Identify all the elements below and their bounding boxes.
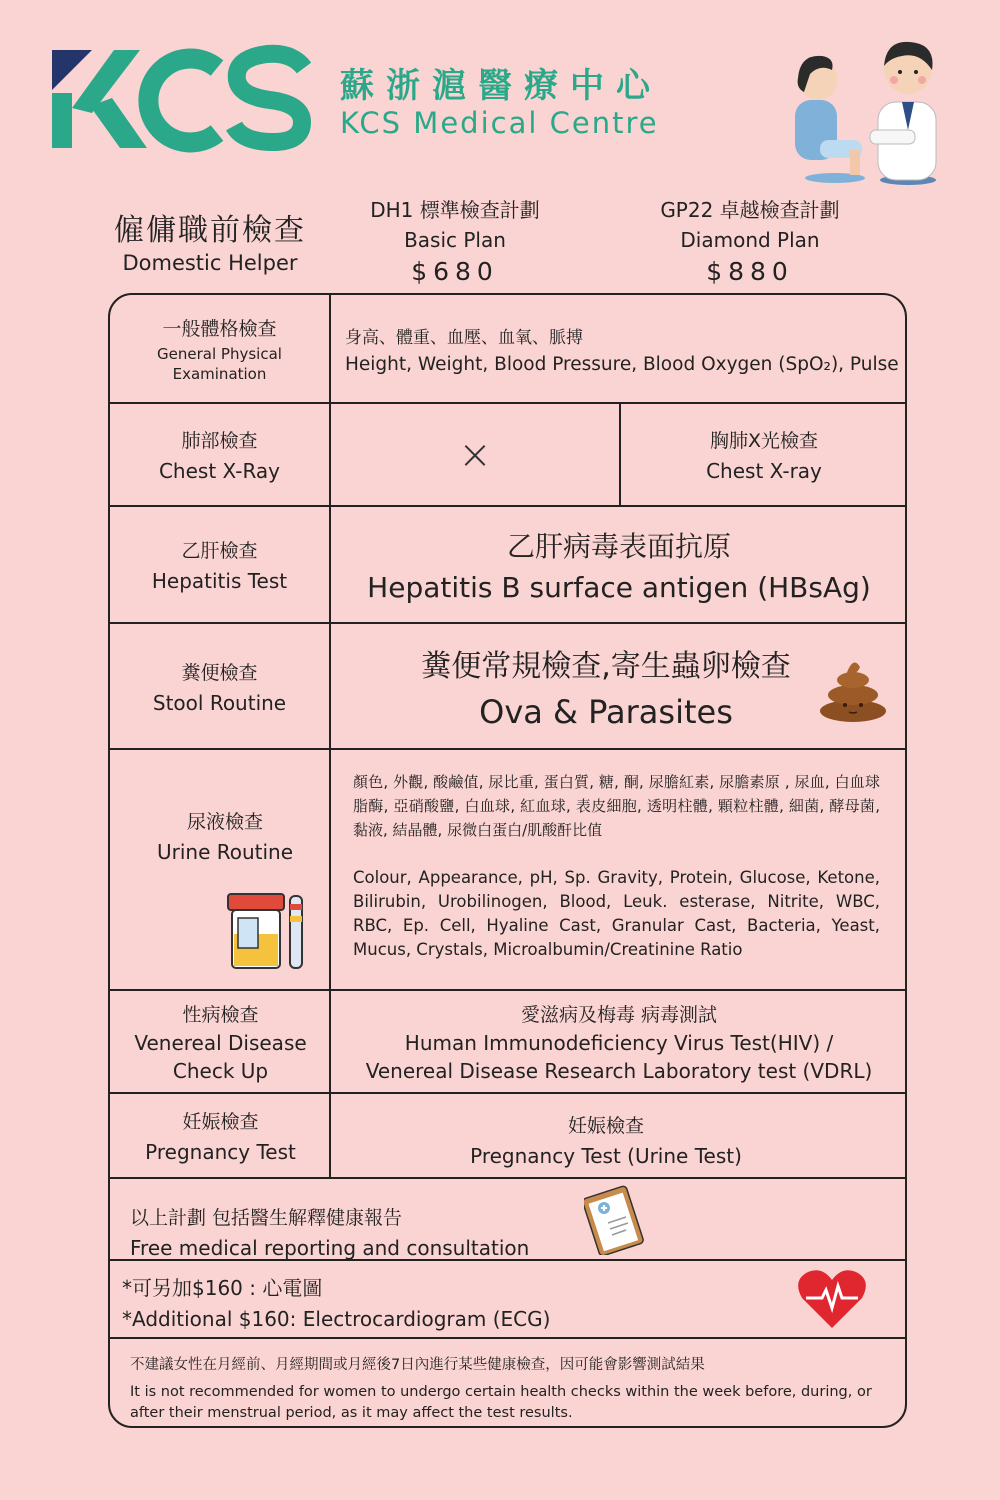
general-exam-detail-en: Height, Weight, Blood Pressure, Blood Oxygen (SpO₂), Pulse <box>345 353 899 375</box>
venereal-detail-en-2: Venereal Disease Research Laboratory test (VDRL) <box>365 1059 873 1083</box>
pregnancy-label-cn: 妊娠檢查 <box>182 1111 259 1133</box>
report-note-cn: 以上計劃 包括醫生解釋健康報告 <box>130 1207 403 1229</box>
urine-sample-icon <box>222 890 308 976</box>
basic-plan-code: DH1 標準檢查計劃 <box>370 198 540 222</box>
doctor-patient-icon <box>790 30 950 194</box>
warning-en: It is not recommended for women to undergo certain health checks within the week before, during, or after their menstrual period, as it may affect the test results. <box>130 1384 872 1421</box>
pregnancy-label-en: Pregnancy Test <box>145 1140 296 1164</box>
stool-label <box>110 624 329 748</box>
ecg-note-cn: *可另加$160 : 心電圖 <box>122 1276 323 1300</box>
pregnancy-label <box>110 1094 331 1177</box>
general-exam-detail-cn: 身高、體重、血壓、血氧、脈搏 <box>345 327 583 348</box>
venereal-detail <box>331 991 907 1092</box>
diamond-plan-name: Diamond Plan <box>680 228 820 252</box>
urine-label <box>110 790 340 880</box>
urine-label-en: Urine Routine <box>156 839 294 864</box>
hepatitis-label-en: Hepatitis Test <box>151 569 288 593</box>
row-divider <box>108 748 907 750</box>
diamond-plan-code: GP22 卓越檢查計劃 <box>660 198 840 222</box>
venereal-label-en-2: Check Up <box>172 1059 269 1083</box>
clipboard-icon <box>584 1183 646 1259</box>
venereal-label <box>110 991 331 1092</box>
chest-xray-label <box>110 404 329 505</box>
general-exam-label-en-2: Examination <box>172 365 267 383</box>
hepatitis-detail-en: Hepatitis B surface antigen (HBsAg) <box>367 571 871 604</box>
pregnancy-detail <box>331 1094 881 1184</box>
diamond-plan-price: $880 <box>706 257 794 286</box>
report-note <box>130 1203 529 1260</box>
ecg-note <box>122 1272 550 1331</box>
hepatitis-label-cn: 乙肝檢查 <box>181 540 258 562</box>
stool-detail-en: Ova & Parasites <box>479 693 733 731</box>
hepatitis-detail <box>331 507 907 622</box>
chest-xray-label-en: Chest X-Ray <box>158 459 281 483</box>
urine-detail-cn: 顏色, 外觀, 酸鹼值, 尿比重, 蛋白質, 糖, 酮, 尿膽紅素, 尿膽素原 , 尿血, 白血球脂酶, 亞硝酸鹽, 白血球, 紅血球, 表皮細胞, 透明柱體, 顆粒柱體, 細菌, 酵母菌, 黏液, 結晶體, 尿微白蛋白/肌酸酐比值 <box>353 773 880 839</box>
general-exam-label-en: General Physical <box>157 345 282 363</box>
kcs-logo <box>52 38 317 157</box>
venereal-label-cn: 性病檢查 <box>182 1004 259 1026</box>
basic-plan-name: Basic Plan <box>404 228 506 252</box>
row-divider <box>108 1337 907 1339</box>
venereal-detail-en: Human Immunodeficiency Virus Test(HIV) / <box>404 1031 834 1055</box>
chest-xray-diamond <box>621 404 907 505</box>
urine-detail-en: Colour, Appearance, pH, Sp. Gravity, Protein, Glucose, Ketone, Bilirubin, Urobilinogen, Blood, Leuk. esterase, Nitrite, WBC, RBC, Ep. Cell, Hyaline Cast, Granular Cast, Bacteria, Yeast, Mucus, Crystals, Microalbumin/Creatinine Ratio <box>353 868 880 959</box>
stool-label-en: Stool Routine <box>152 690 287 715</box>
general-exam-label <box>110 295 329 402</box>
venereal-detail-cn: 愛滋病及梅毒 病毒測試 <box>520 1004 718 1026</box>
brand-name-cn: 蘇浙滬醫療中心 <box>340 66 662 106</box>
category-title-en: Domestic Helper <box>122 251 298 275</box>
category-title-cn: 僱傭職前檢查 <box>114 213 306 248</box>
basic-plan-header <box>325 195 585 287</box>
heart-icon <box>796 1268 868 1334</box>
diamond-plan-header <box>620 195 880 287</box>
plan-category-title <box>100 205 320 275</box>
urine-detail <box>353 770 880 962</box>
chest-xray-diamond-en: Chest X-ray <box>706 459 822 483</box>
hepatitis-detail-cn: 乙肝病毒表面抗原 <box>506 530 731 563</box>
chest-xray-basic <box>331 404 619 505</box>
pregnancy-detail-en: Pregnancy Test (Urine Test) <box>470 1143 742 1168</box>
poop-icon <box>818 655 888 727</box>
stool-detail <box>331 624 881 748</box>
basic-plan-price: $680 <box>411 257 499 286</box>
menstrual-warning <box>130 1353 885 1424</box>
general-exam-detail <box>331 295 905 402</box>
warning-cn: 不建議女性在月經前、月經期間或月經後7日內進行某些健康檢查，因可能會影響測試結果 <box>130 1357 705 1373</box>
report-note-en: Free medical reporting and consultation <box>130 1236 530 1260</box>
venereal-label-en: Venereal Disease <box>134 1031 307 1055</box>
chest-xray-diamond-cn: 胸肺X光檢查 <box>709 430 819 452</box>
pregnancy-detail-cn: 妊娠檢查 <box>567 1114 644 1137</box>
chest-xray-label-cn: 肺部檢查 <box>181 430 258 452</box>
brand-name-en: KCS Medical Centre <box>340 106 659 140</box>
hepatitis-label <box>110 507 329 622</box>
urine-label-cn: 尿液檢查 <box>186 810 263 833</box>
ecg-note-en: *Additional $160: Electrocardiogram (ECG) <box>122 1307 551 1331</box>
not-included-icon: × <box>458 431 492 478</box>
general-exam-label-cn: 一般體格檢查 <box>162 318 277 340</box>
stool-detail-cn: 糞便常規檢查,寄生蟲卵檢查 <box>421 649 791 684</box>
stool-label-cn: 糞便檢查 <box>181 661 258 684</box>
